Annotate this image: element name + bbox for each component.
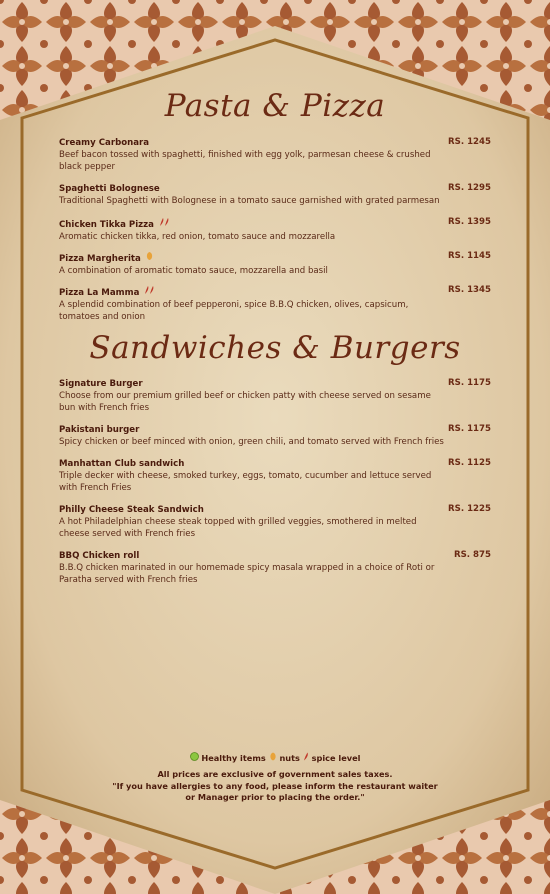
item-name: Creamy Carbonara <box>59 138 150 148</box>
spice-icon <box>303 752 309 765</box>
nuts-icon <box>145 251 154 265</box>
menu-item <box>59 424 491 448</box>
item-name: BBQ Chicken roll <box>59 551 140 561</box>
healthy-icon <box>190 752 199 765</box>
tax-note: All prices are exclusive of government sales taxes. <box>157 769 393 779</box>
menu-item <box>59 137 491 173</box>
nuts-icon <box>269 752 277 765</box>
section-title-sandwiches-burgers: Sandwiches & Burgers <box>89 330 461 366</box>
menu-item <box>59 251 491 277</box>
spice-icon <box>158 217 170 231</box>
menu-item <box>59 458 491 494</box>
item-description: Traditional Spaghetti with Bolognese in a tomato sauce garnished with grated parmesan <box>59 196 440 206</box>
item-name: Philly Cheese Steak Sandwich <box>59 505 204 515</box>
spice-icon <box>143 285 155 299</box>
legend <box>0 752 550 765</box>
item-price: RS. 1295 <box>448 183 491 193</box>
item-price: RS. 1125 <box>448 458 491 468</box>
item-description: A combination of aromatic tomato sauce, mozzarella and basil <box>59 266 328 276</box>
legend-nuts-label: nuts <box>279 752 300 763</box>
item-price: RS. 875 <box>453 550 491 560</box>
allergy-note-line2: or Manager prior to placing the order." <box>185 792 365 802</box>
item-name: Signature Burger <box>59 379 143 389</box>
item-name: Chicken Tikka Pizza <box>59 220 154 230</box>
item-price: RS. 1245 <box>448 137 491 147</box>
item-price: RS. 1345 <box>448 285 491 295</box>
item-name: Pakistani burger <box>59 425 140 435</box>
item-price: RS. 1395 <box>448 217 491 227</box>
item-name: Spaghetti Bolognese <box>59 184 160 194</box>
allergy-note-line1: "If you have allergies to any food, please inform the restaurant waiter <box>112 780 438 791</box>
menu-item <box>59 217 491 243</box>
item-description: Choose from our premium grilled beef or chicken patty with cheese served on sesame bun with French fries <box>59 391 431 413</box>
footer-notes <box>0 769 550 804</box>
menu-item <box>59 550 491 586</box>
item-description: A splendid combination of beef pepperoni, spice B.B.Q chicken, olives, capsicum, tomatoes and onion <box>59 300 409 322</box>
section-title-pasta-pizza: Pasta & Pizza <box>164 88 386 124</box>
menu-item <box>59 183 491 207</box>
item-price: RS. 1175 <box>448 378 491 388</box>
item-price: RS. 1175 <box>448 424 491 434</box>
item-name: Pizza La Mamma <box>59 288 140 298</box>
item-description: B.B.Q chicken marinated in our homemade spicy masala wrapped in a choice of Roti or Paratha served with French fries <box>59 563 435 585</box>
menu-item <box>59 378 491 414</box>
item-name: Pizza Margherita <box>59 254 141 264</box>
item-name: Manhattan Club sandwich <box>59 459 185 469</box>
item-price: RS. 1225 <box>448 504 491 514</box>
item-description: A hot Philadelphian cheese steak topped with grilled veggies, smothered in melted cheese served with French fries <box>59 517 417 539</box>
item-description: Beef bacon tossed with spaghetti, finished with egg yolk, parmesan cheese & crushed black pepper <box>59 150 431 172</box>
legend-healthy-label: Healthy items <box>201 752 266 763</box>
item-description: Triple decker with cheese, smoked turkey, eggs, tomato, cucumber and lettuce served with French Fries <box>59 471 432 493</box>
item-price: RS. 1145 <box>448 251 491 261</box>
item-description: Aromatic chicken tikka, red onion, tomato sauce and mozzarella <box>59 232 336 242</box>
item-description: Spicy chicken or beef minced with onion, green chili, and tomato served with French fries <box>59 437 444 447</box>
legend-spice-label: spice level <box>311 752 361 763</box>
menu-item <box>59 285 491 323</box>
menu-item <box>59 504 491 540</box>
